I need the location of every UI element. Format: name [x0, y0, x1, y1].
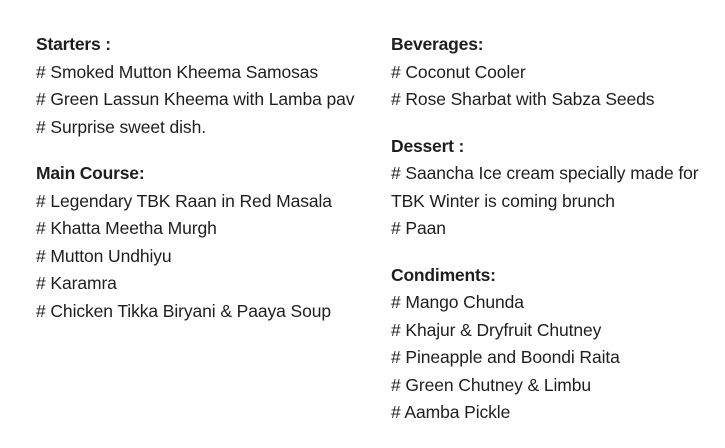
menu-item: # Chicken Tikka Biryani & Paaya Soup	[36, 300, 332, 321]
menu-item: # Surprise sweet dish.	[36, 116, 206, 137]
main-course-section	[36, 160, 356, 325]
starters-section	[36, 31, 356, 141]
condiments-heading: Condiments:	[391, 264, 496, 285]
menu-item: # Paan	[391, 218, 446, 238]
dessert-heading: Dessert :	[391, 135, 465, 156]
beverages-heading: Beverages:	[391, 34, 484, 54]
menu-item: # Coconut Cooler	[391, 61, 526, 82]
starters-heading: Starters :	[36, 34, 111, 54]
menu-item: # Rose Sharbat with Sabza Seeds	[391, 89, 655, 109]
main-course-heading: Main Course:	[36, 163, 145, 183]
condiments-section	[391, 262, 711, 427]
dessert-section	[391, 133, 711, 243]
menu-item: # Green Chutney & Limbu	[391, 374, 592, 395]
menu-item: # Mango Chunda	[391, 292, 524, 312]
menu-item: # Pineapple and Boondi Raita	[391, 347, 620, 367]
menu-item: # Legendary TBK Raan in Red Masala	[36, 190, 332, 211]
menu-item: # Khatta Meetha Murgh	[36, 218, 217, 238]
menu-item: # Karamra	[36, 273, 117, 293]
beverages-section	[391, 31, 711, 114]
menu-item: # Saancha Ice cream specially made for TBK Winter is coming brunch	[391, 163, 699, 211]
menu-item: # Smoked Mutton Kheema Samosas	[36, 61, 319, 82]
menu-item: # Khajur & Dryfruit Chutney	[391, 319, 602, 340]
right-column	[391, 31, 711, 427]
menu-item: # Aamba Pickle	[391, 402, 511, 422]
menu-item: # Mutton Undhiyu	[36, 245, 172, 266]
left-column	[36, 31, 356, 325]
menu-item: # Green Lassun Kheema with Lamba pav	[36, 89, 355, 109]
